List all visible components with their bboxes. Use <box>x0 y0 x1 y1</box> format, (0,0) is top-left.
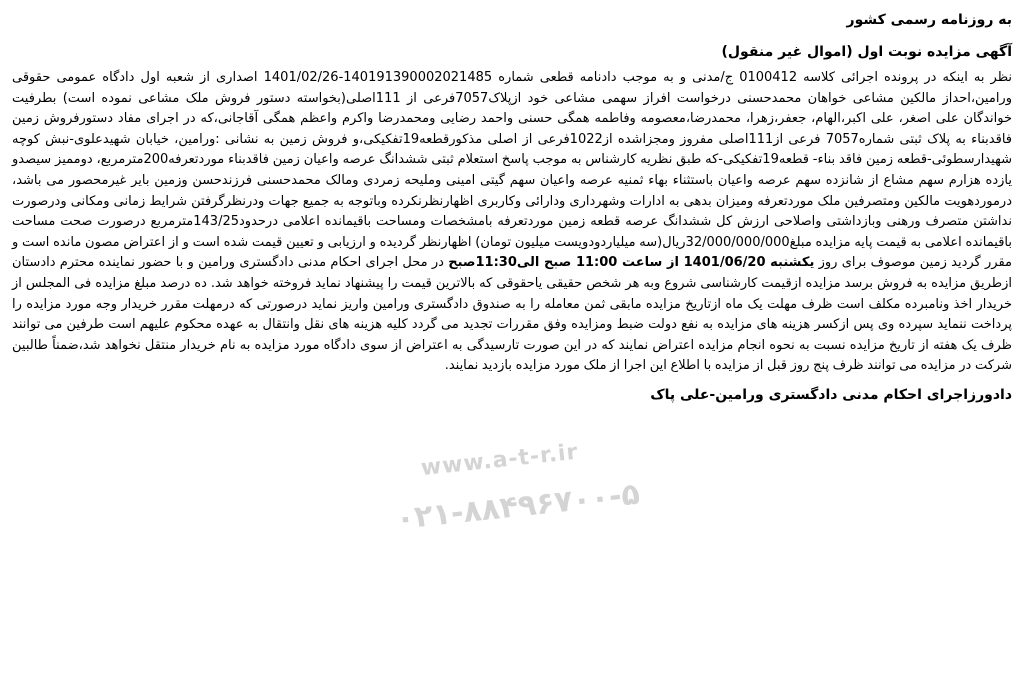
notice-body <box>12 68 1012 377</box>
body-part-2: در محل اجرای احکام مدنی دادگستری ورامین و با حضور نماینده محترم دادستان ازطریق مزایده به فروش برسد مزایده ازقیمت کارشناسی شروع وبه هر شخص حقیقی یاحقوقی که بالاترین قیمت را پیشنهاد نماید فروخته خواهد شد. ده درصد مبلغ مزایده فی المجلس از خریدار اخذ ونامبرده مکلف است ظرف مهلت یک ماه ازتاریخ مزایده مابقی ثمن معامله را به صندوق دادگستری ورامین واریز نماید درصورتی که درمهلت مقرر خریدار وجه مورد مزایده را پرداخت ننماید سپرده وی پس ازکسر هزینه های مزایده به نفع دولت ضبط ومزایده وفق مقررات تجدید می گردد کلیه هزینه های نقل وانتقال به عهده محکوم علیهم است طرفین می توانند ظرف یک هفته از تاریخ مزایده نسبت به نحوه انجام مزایده اعتراض نمایند که در این صورت تارسیدگی به اعتراض از سوی دادگاه مورد مزایده به نام خریدار منتقل نخواهد شد،ضمناً طالبین شرکت در مزایده می توانند ظرف پنج روز قبل از مزایده با اطلاع این اجرا از ملک مورد مزایده بازدید نمایند. <box>12 255 1012 374</box>
auction-datetime: یکشنبه 1401/06/20 از ساعت 11:00 صبح الی11:30صبح <box>448 255 815 271</box>
signature: دادورزاجرای احکام مدنی دادگستری ورامین-علی پاک <box>650 386 1012 403</box>
watermark-line-1: www.a-t-r.ir <box>419 439 580 482</box>
ad-title: آگهی مزایده نوبت اول (اموال غیر منقول) <box>721 44 1012 60</box>
watermark-line-2: ۰۲۱-۸۸۴۹۶۷۰۰-۵ <box>394 476 642 537</box>
newspaper-header: به روزنامه رسمی کشور <box>846 12 1012 28</box>
body-part-1: نظر به اینکه در پرونده اجرائی کلاسه 0100412 ج/مدنی و به موجب دادنامه قطعی شماره 140191390002021485-1401/02/26 اصداری از شعبه اول دادگاه عمومی حقوقی ورامین،احداز مالکین مشاعی خواهان محمدحسنی درخواست افراز سهمی مشاعی خود ازپلاک7057فرعی از 111اصلی(بخواسته دستور فروش ملک مشاعی نموده است) بطرفیت خواندگان علی اصغر، علی اکبر،الهام، جعفر،زهرا، محمدرضا،معصومه وفاطمه همگی حسنی واحمد رضایی ومحمدرضا واکرم واعظم همگی آقاجانی،که در اجرای مفاد دستورفروش زمین فاقدبناء به پلاک ثبتی شماره7057 فرعی از111اصلی مفروز ومجزاشده از1022فرعی از اصلی مذکورقطعه19تفکیکی،و فروش زمین به نشانی :ورامین، خیابان شهیدعلوی-نبش کوچه شهیدارسطوئی-قطعه زمین فاقد بناء- قطعه19تفکیکی-که طبق نظریه کارشناس به موجب پاسخ استعلام ثبتی ششدانگ عرصه واعیان زمین فاقدبناء موردتعرفه200مترمربع، دوممیز سیصدو یازده هزارم سهم مشاع از شانزده سهم عرصه واعیان باستثناء بهاء ثمنیه عرصه واعیان سهم گیتی امینی وملیحه زمردی ومالک محمدحسنی فرزندحسن وزمین بایر غیرمحصور می باشد، درموردهویت مالکین ومتصرفین ملک موردتعرفه ومیزان بدهی به ادارات وشهرداری ودارائی وکاربری اظهارنظرنکرده وباتوجه به جمیع جهات ودرنظرگرفتن شرایط زمانی ومکانی ودرصورت نداشتن متصرف ورهنی وبازداشتی واصلاحی ارزش کل ششدانگ عرصه قطعه زمین موردتعرفه بامشخصات ومساحت باقیمانده اعلامی درحدود143/25مترمربع درصورت صحت مساحت باقیمانده اعلامی به قیمت پایه مزایده مبلغ32/000/000/000ریال(سه میلیاردودویست میلیون تومان) اظهارنظر گردیده و ارزیابی و تعیین قیمت شده است و از اعتراض مصون مانده است و مقرر گردید زمین موصوف برای روز <box>12 70 1013 271</box>
